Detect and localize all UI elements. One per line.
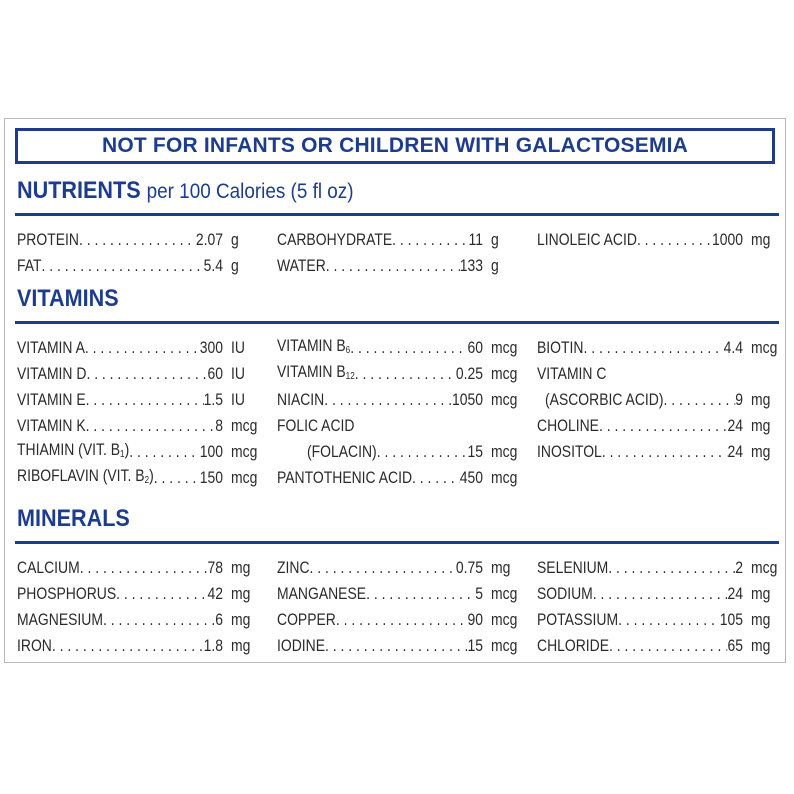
minerals-row-sodium	[537, 581, 787, 607]
nutrient-value: 2.07	[195, 230, 223, 249]
nutrient-value: 4.4	[723, 338, 743, 357]
vitamins-row-ascorbic-acid	[545, 387, 787, 413]
nutrient-name: VITAMIN D	[17, 364, 87, 383]
nutrient-name: CARBOHYDRATE	[277, 230, 393, 249]
leader-dots	[608, 555, 735, 581]
nutrient-value: 5.4	[203, 256, 223, 275]
nutrient-name: SODIUM	[537, 584, 593, 603]
nutrient-value: 150	[199, 468, 223, 487]
leader-dots	[366, 581, 475, 607]
galactosemia-warning-banner: NOT FOR INFANTS OR CHILDREN WITH GALACTOSEMIA	[15, 128, 775, 164]
vitamins-heading: VITAMINS	[17, 285, 119, 312]
nutrient-name: SELENIUM	[537, 558, 609, 577]
nutrient-value: 0.25	[455, 364, 483, 383]
nutrient-unit: mcg	[751, 338, 778, 357]
minerals-heading: MINERALS	[17, 505, 130, 532]
leader-dots	[599, 413, 728, 439]
nutrient-name: BIOTIN	[537, 338, 584, 357]
vitamins-row-vitamin-b12	[277, 361, 527, 387]
leader-dots	[609, 633, 727, 659]
leader-dots	[80, 555, 208, 581]
minerals-row-magnesium	[17, 607, 267, 633]
nutrient-unit: mg	[231, 584, 251, 603]
nutrient-unit: mcg	[751, 558, 778, 577]
nutrient-unit: mcg	[491, 442, 518, 461]
vitamins-row-riboflavin-vit-b2	[17, 465, 267, 491]
leader-dots	[664, 387, 736, 413]
nutrient-value: 24	[727, 584, 743, 603]
leader-dots	[377, 439, 468, 465]
nutrient-unit: g	[491, 256, 499, 275]
nutrient-name: MANGANESE	[277, 584, 367, 603]
leader-dots	[637, 227, 712, 253]
nutrient-value: 1.8	[203, 636, 223, 655]
nutrients-row-water	[277, 253, 527, 279]
nutrient-unit: mcg	[491, 610, 518, 629]
leader-dots	[355, 361, 456, 387]
leader-dots	[602, 439, 728, 465]
nutrient-unit: mg	[751, 584, 771, 603]
nutrient-unit: mcg	[491, 390, 518, 409]
nutrients-subtitle: per 100 Calories (5 fl oz)	[146, 180, 354, 203]
nutrient-unit: IU	[231, 390, 245, 409]
nutrient-value: 24	[727, 442, 743, 461]
nutrient-value: 2	[735, 558, 743, 577]
nutrient-value: 24	[727, 416, 743, 435]
nutrient-unit: g	[231, 256, 239, 275]
nutrient-value: 11	[468, 230, 483, 249]
nutrients-row-protein	[17, 227, 267, 253]
vitamins-row-vitamin-k	[17, 413, 267, 439]
nutrient-value: 1.5	[203, 390, 223, 409]
nutrient-value: 1050	[451, 390, 483, 409]
leader-dots	[350, 335, 467, 361]
leader-dots	[326, 253, 460, 279]
nutrient-name: VITAMIN E	[17, 390, 86, 409]
nutrient-name: INOSITOL	[537, 442, 602, 461]
nutrient-value: 65	[727, 636, 743, 655]
vitamins-row-choline	[537, 413, 787, 439]
nutrient-name: CALCIUM	[17, 558, 80, 577]
nutrition-panel	[4, 118, 786, 663]
vitamins-row-vitamin-a	[17, 335, 267, 361]
nutrients-rule	[15, 213, 779, 216]
nutrient-unit: mg	[751, 230, 771, 249]
vitamins-row-pantothenic-acid	[277, 465, 527, 491]
vitamins-row-niacin	[277, 387, 527, 413]
nutrient-name: WATER	[277, 256, 326, 275]
leader-dots	[85, 335, 200, 361]
nutrient-name: VITAMIN K	[17, 416, 86, 435]
nutrient-name: MAGNESIUM	[17, 610, 103, 629]
nutrient-unit: mcg	[491, 636, 518, 655]
nutrient-name: CHOLINE	[537, 416, 599, 435]
nutrient-value: 9	[735, 390, 743, 409]
vitamins-row-folacin	[307, 439, 527, 465]
nutrient-unit: mcg	[491, 338, 518, 357]
minerals-row-selenium	[537, 555, 787, 581]
vitamins-row-inositol	[537, 439, 787, 465]
nutrient-name: VITAMIN C	[537, 364, 607, 383]
nutrient-value: 0.75	[455, 558, 483, 577]
nutrient-unit: mg	[751, 610, 771, 629]
nutrient-unit: mcg	[491, 364, 518, 383]
nutrient-value: 100	[199, 442, 223, 461]
nutrient-value: 5	[475, 584, 483, 603]
leader-dots	[583, 335, 723, 361]
nutrients-title: NUTRIENTS	[17, 177, 141, 204]
nutrient-value: 60	[207, 364, 223, 383]
nutrient-unit: mg	[751, 390, 771, 409]
nutrient-name: (FOLACIN)	[307, 442, 377, 461]
nutrient-unit: mcg	[491, 468, 518, 487]
nutrient-value: 15	[467, 442, 483, 461]
leader-dots	[86, 413, 216, 439]
minerals-rule	[15, 541, 779, 544]
minerals-row-chloride	[537, 633, 787, 659]
nutrients-row-carbohydrate	[277, 227, 527, 253]
minerals-row-calcium	[17, 555, 267, 581]
nutrient-name: VITAMIN A	[17, 338, 85, 357]
leader-dots	[618, 607, 720, 633]
nutrient-name: RIBOFLAVIN (VIT. $B_2$)	[17, 465, 154, 486]
nutrients-heading	[17, 177, 354, 205]
nutrient-unit: mcg	[231, 416, 258, 435]
minerals-row-phosphorus	[17, 581, 267, 607]
nutrient-unit: g	[231, 230, 239, 249]
vitamins-row-thiamin-vit-b1	[17, 439, 267, 465]
nutrient-unit: IU	[231, 364, 245, 383]
nutrient-name: FOLIC ACID	[277, 416, 355, 435]
nutrient-value: 60	[467, 338, 483, 357]
nutrient-name: NIACIN	[277, 390, 325, 409]
nutrient-name: PHOSPHORUS	[17, 584, 117, 603]
vitamins-row-vitamin-d	[17, 361, 267, 387]
vitamins-row-vitamin-c	[537, 361, 787, 387]
nutrient-name: POTASSIUM	[537, 610, 619, 629]
leader-dots	[336, 607, 468, 633]
nutrient-unit: mg	[231, 558, 251, 577]
leader-dots	[412, 465, 460, 491]
nutrient-name: IRON	[17, 636, 52, 655]
leader-dots	[310, 555, 456, 581]
nutrient-value: 15	[467, 636, 483, 655]
nutrient-value: 300	[199, 338, 223, 357]
nutrient-name: PANTOTHENIC ACID	[277, 468, 413, 487]
minerals-row-potassium	[537, 607, 787, 633]
minerals-row-copper	[277, 607, 527, 633]
leader-dots	[593, 581, 728, 607]
minerals-row-manganese	[277, 581, 527, 607]
nutrient-unit: mcg	[231, 442, 258, 461]
nutrient-name: (ASCORBIC ACID)	[545, 390, 664, 409]
nutrient-name: ZINC	[277, 558, 310, 577]
nutrient-unit: mcg	[231, 468, 258, 487]
leader-dots	[103, 607, 215, 633]
nutrient-name: VITAMIN $B_6$	[277, 335, 351, 356]
nutrient-unit: mg	[231, 610, 251, 629]
minerals-row-zinc	[277, 555, 527, 581]
nutrient-value: 90	[467, 610, 483, 629]
vitamins-rule	[15, 321, 779, 324]
leader-dots	[52, 633, 204, 659]
nutrients-row-fat	[17, 253, 267, 279]
nutrient-unit: mg	[751, 636, 771, 655]
nutrient-name: COPPER	[277, 610, 336, 629]
nutrient-name: IODINE	[277, 636, 326, 655]
nutrient-name: PROTEIN	[17, 230, 79, 249]
vitamins-row-biotin	[537, 335, 787, 361]
minerals-row-iodine	[277, 633, 527, 659]
leader-dots	[324, 387, 452, 413]
nutrient-value: 133	[459, 256, 483, 275]
nutrient-value: 450	[459, 468, 483, 487]
leader-dots	[129, 439, 200, 465]
leader-dots	[325, 633, 467, 659]
vitamins-row-vitamin-b6	[277, 335, 527, 361]
nutrient-unit: IU	[231, 338, 245, 357]
nutrient-value: 78	[207, 558, 223, 577]
leader-dots	[154, 465, 200, 491]
leader-dots	[116, 581, 207, 607]
vitamins-row-vitamin-e	[17, 387, 267, 413]
leader-dots	[86, 387, 204, 413]
nutrient-value: 6	[215, 610, 223, 629]
nutrients-row-linoleic-acid	[537, 227, 787, 253]
leader-dots	[392, 227, 468, 253]
nutrient-unit: g	[491, 230, 499, 249]
nutrient-unit: mg	[751, 416, 771, 435]
minerals-row-iron	[17, 633, 267, 659]
nutrient-unit: mcg	[491, 584, 518, 603]
nutrient-value: 105	[719, 610, 743, 629]
leader-dots	[86, 361, 207, 387]
nutrient-name: VITAMIN $B_{12}$	[277, 361, 355, 382]
nutrient-unit: mg	[491, 558, 511, 577]
nutrient-unit: mg	[231, 636, 251, 655]
nutrient-value: 1000	[711, 230, 743, 249]
nutrient-name: FAT	[17, 256, 42, 275]
nutrient-name: LINOLEIC ACID	[537, 230, 637, 249]
leader-dots	[79, 227, 196, 253]
nutrient-name: CHLORIDE	[537, 636, 610, 655]
leader-dots	[42, 253, 204, 279]
nutrient-value: 42	[207, 584, 223, 603]
vitamins-row-folic-acid	[277, 413, 527, 439]
nutrient-name: THIAMIN (VIT. $B_1$)	[17, 439, 130, 460]
nutrient-value: 8	[215, 416, 223, 435]
nutrient-unit: mg	[751, 442, 771, 461]
